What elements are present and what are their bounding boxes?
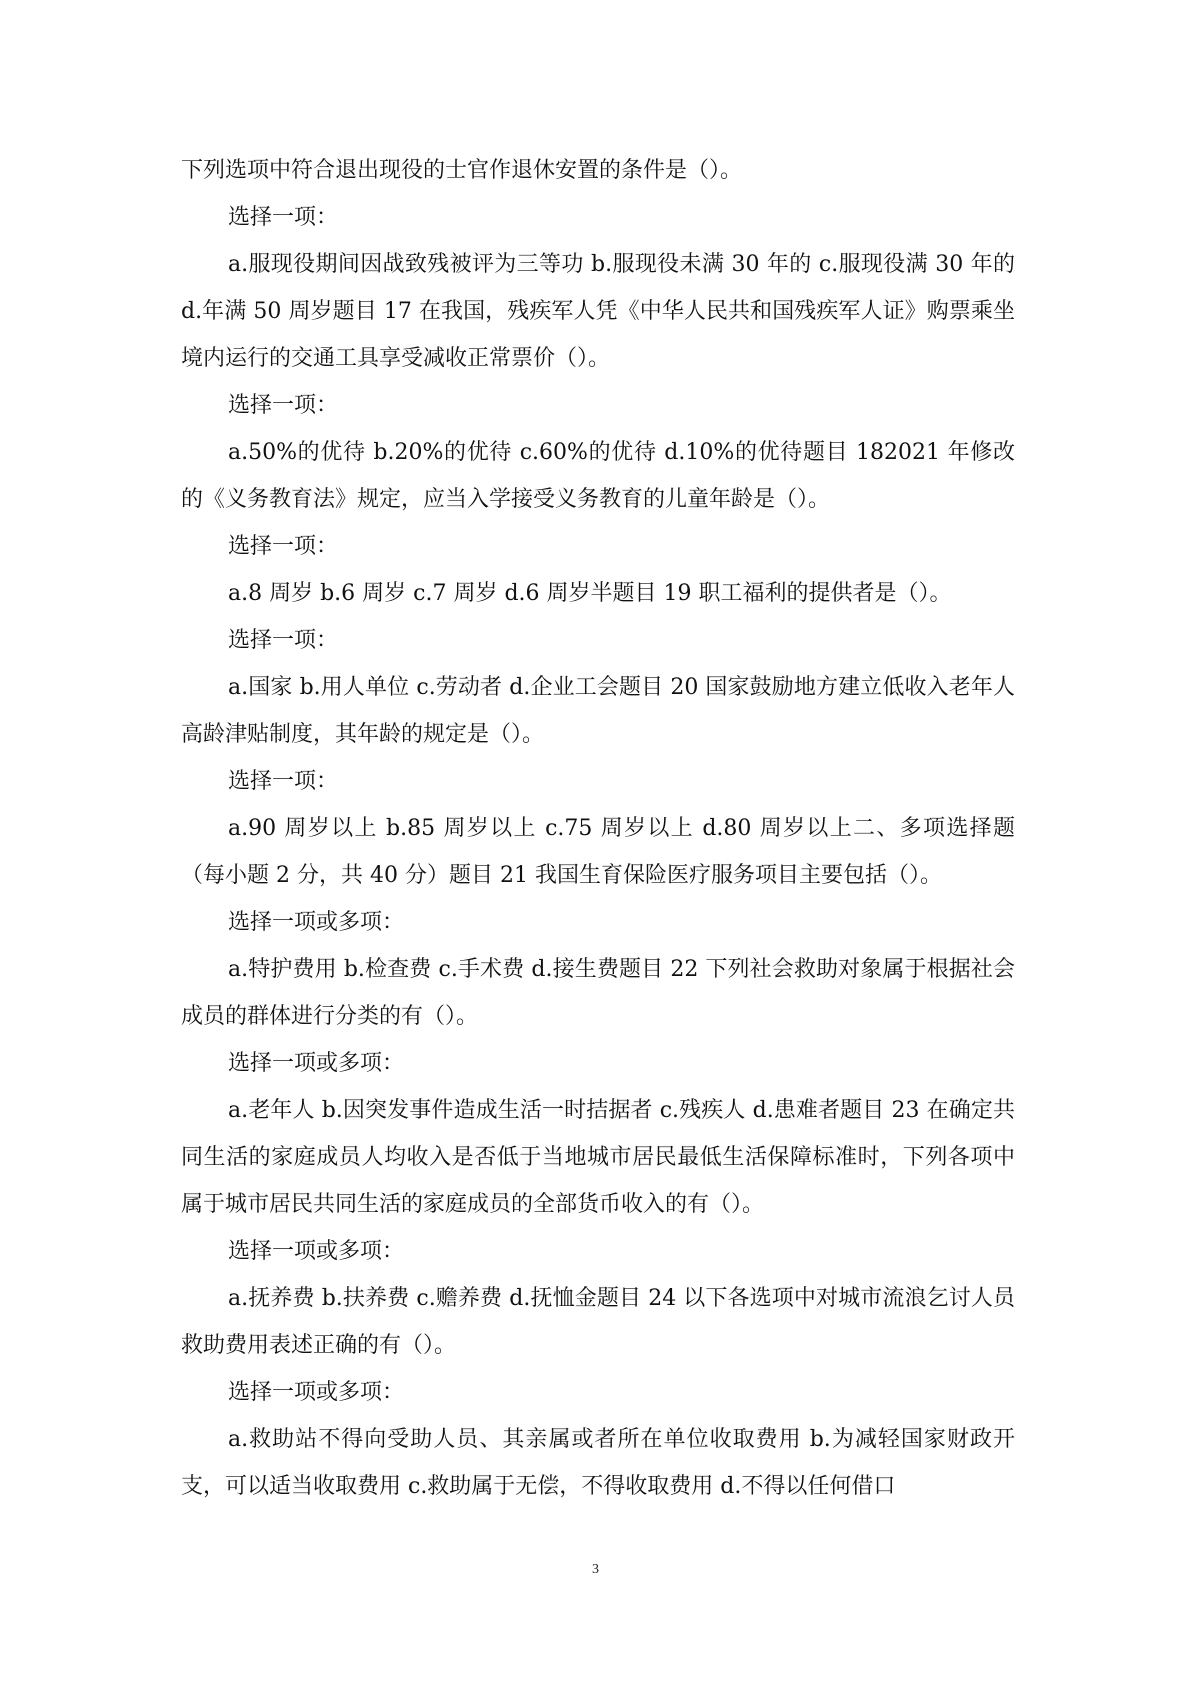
paragraph: 选择一项：: [228, 628, 339, 653]
paragraph: a.90 周岁以上 b.85 周岁以上 c.75 周岁以上 d.80 周岁以上二、多项选择题（每小题 2 分，共 40 分）题目 21 我国生育保险医疗服务项目主要包括（）。: [181, 816, 1015, 888]
paragraph: a.服现役期间因战致残被评为三等功 b.服现役未满 30 年的 c.服现役满 30 年的 d.年满 50 周岁题目 17 在我国，残疾军人凭《中华人民共和国残疾军人证》购票乘坐境内运行的交通工具享受减收正常票价（）。: [181, 252, 1015, 371]
paragraph: a.50%的优待 b.20%的优待 c.60%的优待 d.10%的优待题目 182021 年修改的《义务教育法》规定，应当入学接受义务教育的儿童年龄是（）。: [181, 440, 1015, 512]
paragraph: 下列选项中符合退出现役的士官作退休安置的条件是（）。: [181, 158, 743, 183]
paragraph: 选择一项：: [228, 769, 339, 794]
paragraph: 选择一项：: [228, 393, 339, 418]
paragraph: a.特护费用 b.检查费 c.手术费 d.接生费题目 22 下列社会救助对象属于根据社会成员的群体进行分类的有（）。: [181, 957, 1015, 1029]
paragraph: a.抚养费 b.扶养费 c.赡养费 d.抚恤金题目 24 以下各选项中对城市流浪乞讨人员救助费用表述正确的有（）。: [181, 1286, 1015, 1358]
paragraph: a.国家 b.用人单位 c.劳动者 d.企业工会题目 20 国家鼓励地方建立低收入老年人高龄津贴制度，其年龄的规定是（）。: [181, 675, 1015, 747]
page-number: 3: [592, 1562, 599, 1577]
paragraph: 选择一项或多项：: [228, 1239, 405, 1264]
paragraph: 选择一项或多项：: [228, 910, 405, 935]
document-body: [181, 147, 1015, 1510]
paragraph: a.救助站不得向受助人员、其亲属或者所在单位收取费用 b.为减轻国家财政开支，可以适当收取费用 c.救助属于无偿，不得收取费用 d.不得以任何借口: [181, 1427, 1015, 1499]
paragraph: 选择一项：: [228, 534, 339, 559]
paragraph: a.老年人 b.因突发事件造成生活一时拮据者 c.残疾人 d.患难者题目 23 在确定共同生活的家庭成员人均收入是否低于当地城市居民最低生活保障标准时，下列各项中属于城市居民共同生活的家庭成员的全部货币收入的有（）。: [181, 1098, 1015, 1217]
paragraph: 选择一项：: [228, 205, 339, 230]
paragraph: a.8 周岁 b.6 周岁 c.7 周岁 d.6 周岁半题目 19 职工福利的提供者是（）。: [228, 581, 952, 606]
paragraph: 选择一项或多项：: [228, 1380, 405, 1405]
paragraph: 选择一项或多项：: [228, 1051, 405, 1076]
